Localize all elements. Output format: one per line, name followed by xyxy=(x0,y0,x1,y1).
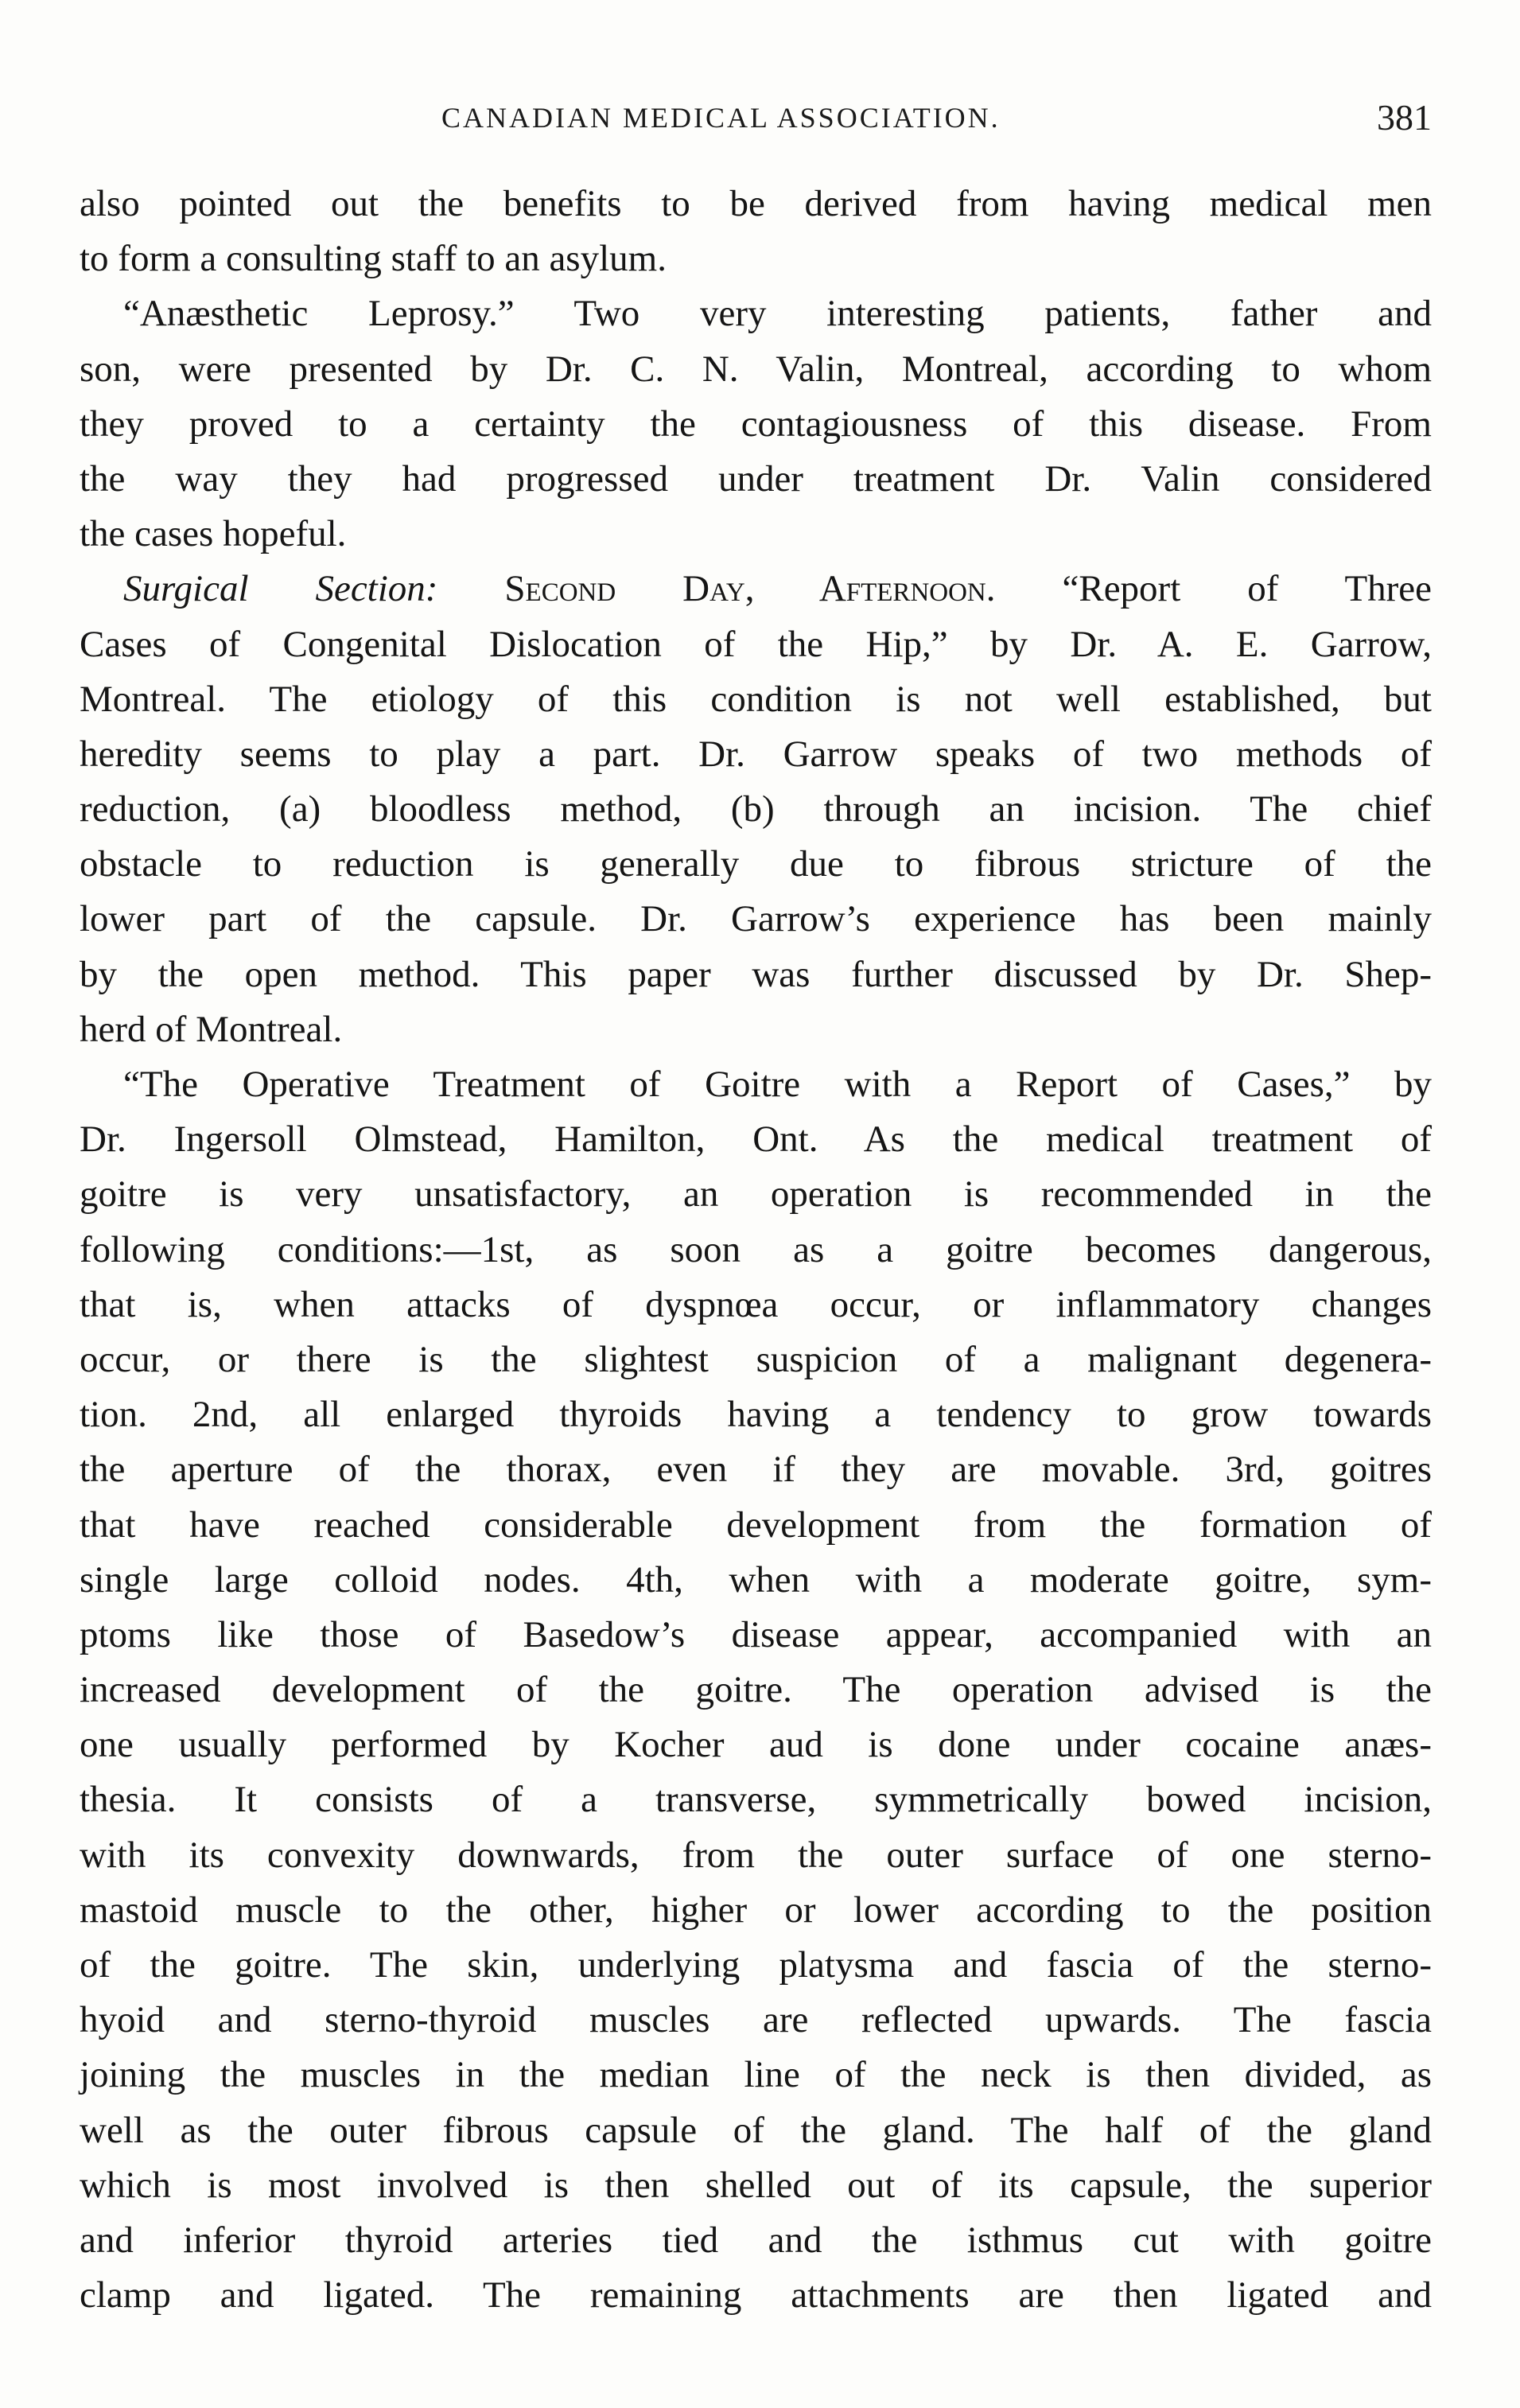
text-line: heredity seems to play a part. Dr. Garrow speaks of two methods of xyxy=(80,733,1432,775)
text-line: herd of Montreal. xyxy=(80,1008,343,1050)
text-line: one usually performed by Kocher aud is done under cocaine anæs- xyxy=(80,1724,1432,1766)
text-line: of the goitre. The skin, underlying platysma and fascia of the sterno- xyxy=(80,1944,1432,1986)
text-line: they proved to a certainty the contagiousness of this disease. From xyxy=(80,403,1432,445)
page-number: 381 xyxy=(1377,97,1432,138)
text-line: the aperture of the thorax, even if they are movable. 3rd, goitres xyxy=(80,1449,1432,1491)
text-line: and inferior thyroid arteries tied and the isthmus cut with goitre xyxy=(80,2219,1432,2261)
paper-title-start: “Report of Three xyxy=(1062,568,1433,610)
text-line: “Anæsthetic Leprosy.” Two very interesting patients, father and xyxy=(123,293,1432,335)
text-line: “The Operative Treatment of Goitre with a Report of Cases,” by xyxy=(123,1064,1432,1105)
text-line: that have reached considerable development from the formation of xyxy=(80,1504,1432,1546)
text-line: well as the outer fibrous capsule of the gland. The half of the gland xyxy=(80,2109,1432,2151)
text-line: hyoid and sterno-thyroid muscles are reflected upwards. The fascia xyxy=(80,1999,1432,2041)
text-line: joining the muscles in the median line of the neck is then divided, as xyxy=(80,2054,1432,2096)
session-label: Second Day, Afternoon. xyxy=(504,568,996,610)
text-line: tion. 2nd, all enlarged thyroids having a tendency to grow towards xyxy=(80,1394,1432,1436)
text-line: Cases of Congenital Dislocation of the Hip,” by Dr. A. E. Garrow, xyxy=(80,623,1432,665)
text-line: the cases hopeful. xyxy=(80,513,347,555)
running-head xyxy=(80,94,1432,142)
text-line: the way they had progressed under treatment Dr. Valin considered xyxy=(80,457,1432,500)
text-line: ptoms like those of Basedow’s disease appear, accompanied with an xyxy=(80,1613,1432,1655)
text-line: occur, or there is the slightest suspicion of a malignant degenera- xyxy=(80,1338,1432,1380)
text-line: following conditions:—1st, as soon as a goitre becomes dangerous, xyxy=(80,1228,1432,1270)
running-title: CANADIAN MEDICAL ASSOCIATION. xyxy=(441,102,1001,134)
text-line: increased development of the goitre. The operation advised is the xyxy=(80,1669,1432,1711)
text-line: obstacle to reduction is generally due to fibrous stricture of the xyxy=(80,843,1432,885)
text-line-section-heading xyxy=(80,562,1432,617)
text-line: clamp and ligated. The remaining attachments are then ligated and xyxy=(80,2274,1432,2317)
text-line: to form a consulting staff to an asylum. xyxy=(80,238,667,280)
text-line: son, were presented by Dr. C. N. Valin, Montreal, according to whom xyxy=(80,348,1432,390)
text-line: by the open method. This paper was further discussed by Dr. Shep- xyxy=(80,953,1432,995)
text-line: single large colloid nodes. 4th, when with a moderate goitre, sym- xyxy=(80,1558,1432,1601)
text-line: goitre is very unsatisfactory, an operation is recommended in the xyxy=(80,1173,1432,1216)
text-line: thesia. It consists of a transverse, symmetrically bowed incision, xyxy=(80,1779,1432,1821)
text-line: which is most involved is then shelled out of its capsule, the superior xyxy=(80,2164,1432,2206)
text-line: Dr. Ingersoll Olmstead, Hamilton, Ont. As the medical treatment of xyxy=(80,1118,1432,1161)
body-text xyxy=(80,177,1432,2323)
section-label: Surgical Section: xyxy=(123,568,438,610)
text-line: that is, when attacks of dyspnœa occur, or inflammatory changes xyxy=(80,1283,1432,1325)
text-line: also pointed out the benefits to be derived from having medical men xyxy=(80,183,1432,224)
text-line: mastoid muscle to the other, higher or lower according to the position xyxy=(80,1889,1432,1931)
text-line: Montreal. The etiology of this condition is not well established, but xyxy=(80,678,1432,720)
text-line: with its convexity downwards, from the outer surface of one sterno- xyxy=(80,1834,1432,1876)
text-line: reduction, (a) bloodless method, (b) through an incision. The chief xyxy=(80,788,1432,831)
text-line: lower part of the capsule. Dr. Garrow’s experience has been mainly xyxy=(80,898,1432,940)
